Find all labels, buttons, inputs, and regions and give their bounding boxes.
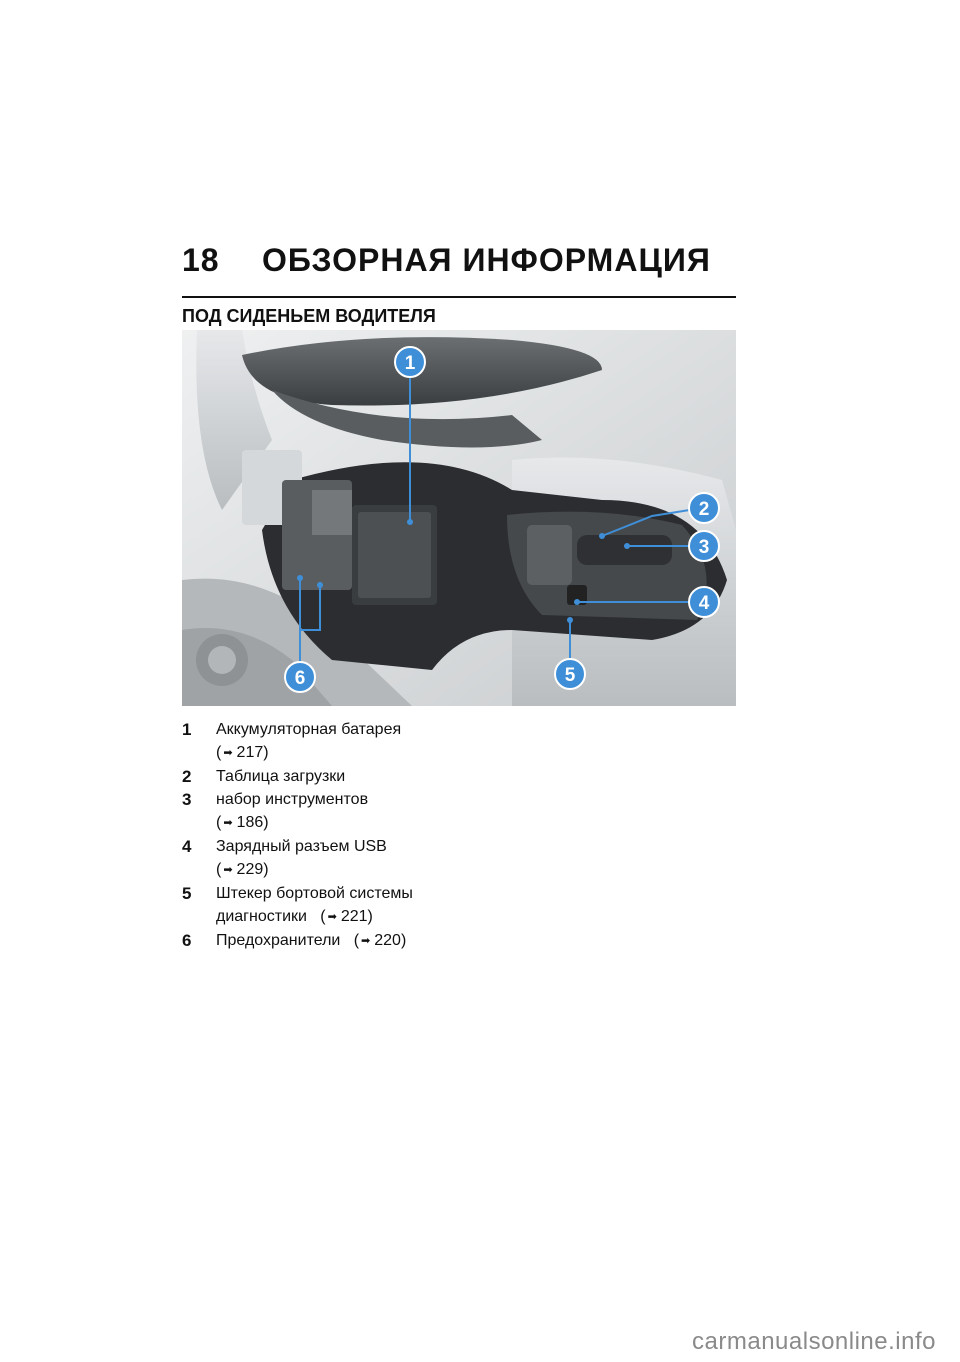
legend-item-toolkit: [182, 788, 742, 835]
arrow-right-icon: ➡: [361, 935, 371, 947]
arrow-right-icon: ➡: [223, 864, 233, 876]
legend-text-continued: диагностики: [216, 908, 307, 925]
arrow-right-icon: ➡: [223, 817, 233, 829]
legend-number: 4: [182, 837, 192, 856]
legend-number: 2: [182, 767, 192, 786]
svg-text:3: 3: [698, 537, 710, 558]
legend-text: Зарядный разъем USB: [216, 838, 387, 855]
legend-number: 6: [182, 931, 192, 950]
legend-text: Аккумуляторная батарея: [216, 721, 402, 738]
arrow-right-icon: ➡: [327, 911, 337, 923]
page-number: 18: [182, 242, 220, 278]
callout-5: [555, 659, 585, 689]
legend-number: 3: [182, 790, 192, 809]
section-title: ПОД СИДЕНЬЕМ ВОДИТЕЛЯ: [182, 296, 736, 327]
svg-text:2: 2: [698, 499, 710, 520]
legend-item-load-table: [182, 765, 742, 788]
callout-6: [285, 662, 315, 692]
callout-3: [689, 531, 719, 561]
callout-1: [395, 347, 425, 377]
legend-item-diagnostic-plug: [182, 882, 742, 929]
callout-2: [689, 493, 719, 523]
svg-text:1: 1: [404, 353, 416, 374]
svg-text:4: 4: [698, 593, 710, 614]
under-seat-figure: [182, 330, 736, 706]
page-reference[interactable]: ( ➡ 217): [216, 741, 269, 765]
callout-4: [689, 587, 719, 617]
legend-list: [182, 718, 742, 953]
legend-number: 1: [182, 720, 192, 739]
page-reference[interactable]: ( ➡ 229): [216, 858, 269, 882]
legend-text: Предохранители: [216, 932, 341, 949]
page-reference[interactable]: ( ➡ 221): [311, 905, 372, 929]
legend-item-fuses: [182, 929, 742, 953]
svg-text:5: 5: [564, 665, 576, 686]
svg-text:6: 6: [294, 668, 306, 689]
chapter-title: ОБЗОРНАЯ ИНФОРМАЦИЯ: [262, 242, 711, 278]
page-reference[interactable]: ( ➡ 186): [216, 811, 269, 835]
arrow-right-icon: ➡: [223, 747, 233, 759]
page-header: [182, 238, 742, 286]
motorcycle-underseat-illustration: [182, 330, 736, 706]
legend-number: 5: [182, 884, 192, 903]
legend-item-usb-socket: [182, 835, 742, 882]
legend-text: Штекер бортовой системы: [216, 885, 413, 902]
legend-text: набор инструментов: [216, 791, 369, 808]
watermark: carmanualsonline.info: [692, 1328, 936, 1355]
page-reference[interactable]: ( ➡ 220): [345, 929, 406, 953]
legend-text: Таблица загрузки: [216, 768, 346, 785]
legend-item-battery: [182, 718, 742, 765]
